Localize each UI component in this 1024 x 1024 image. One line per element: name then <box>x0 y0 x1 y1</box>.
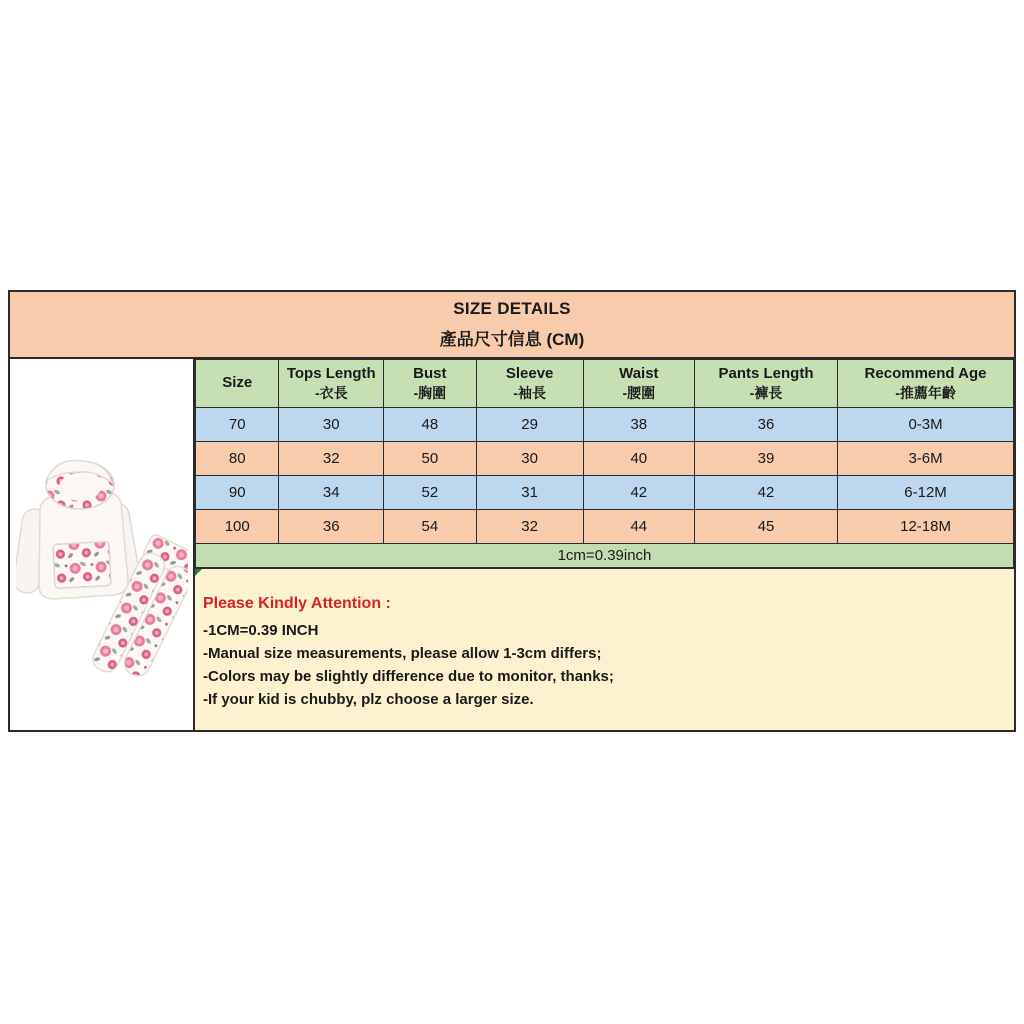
size-details-sheet <box>8 290 1016 732</box>
cell: 30 <box>279 408 384 442</box>
cell: 36 <box>279 510 384 544</box>
cell: 0-3M <box>838 408 1014 442</box>
size-row-90 <box>196 476 1014 510</box>
cell: 3-6M <box>838 442 1014 476</box>
table-area <box>195 359 1014 730</box>
cell: 44 <box>583 510 694 544</box>
cell: 12-18M <box>838 510 1014 544</box>
cell: 34 <box>279 476 384 510</box>
cell: 6-12M <box>838 476 1014 510</box>
page-subtitle: 產品尺寸信息 (CM) <box>439 330 585 349</box>
cell: 30 <box>476 442 583 476</box>
col-header-tops-length: Tops Length -衣長 <box>279 360 384 408</box>
baby-outfit-illustration <box>16 441 188 709</box>
attention-line: -Manual size measurements, please allow 1-3cm differs; <box>203 645 602 662</box>
col-header-recommend-age: Recommend Age -推薦年齡 <box>838 360 1014 408</box>
cell-corner-marker <box>195 569 202 576</box>
product-photo <box>10 359 195 730</box>
unit-note: 1cm=0.39inch <box>196 544 1014 568</box>
cell: 32 <box>476 510 583 544</box>
cell: 40 <box>583 442 694 476</box>
attention-heading: Please Kindly Attention : <box>203 595 391 612</box>
size-details-header <box>10 292 1014 359</box>
attention-line: -1CM=0.39 INCH <box>203 622 319 639</box>
cell: 90 <box>196 476 279 510</box>
col-header-bust: Bust -胸圍 <box>384 360 476 408</box>
cell: 50 <box>384 442 476 476</box>
cell: 42 <box>583 476 694 510</box>
cell: 45 <box>694 510 837 544</box>
attention-line: -Colors may be slightly difference due to monitor, thanks; <box>203 668 614 685</box>
attention-line: -If your kid is chubby, plz choose a larger size. <box>203 691 534 708</box>
cell: 39 <box>694 442 837 476</box>
cell: 29 <box>476 408 583 442</box>
size-row-70 <box>196 408 1014 442</box>
col-header-pants-length: Pants Length -褲長 <box>694 360 837 408</box>
col-header-sleeve: Sleeve -袖長 <box>476 360 583 408</box>
cell: 48 <box>384 408 476 442</box>
col-header-size: Size <box>196 360 279 408</box>
size-chart-table <box>195 359 1014 568</box>
size-row-80 <box>196 442 1014 476</box>
cell: 38 <box>583 408 694 442</box>
page-title: SIZE DETAILS <box>453 299 571 318</box>
col-header-waist: Waist -腰圍 <box>583 360 694 408</box>
cell: 31 <box>476 476 583 510</box>
cell: 80 <box>196 442 279 476</box>
cell: 36 <box>694 408 837 442</box>
cell: 100 <box>196 510 279 544</box>
hoodie-illustration <box>16 460 141 599</box>
content-row <box>10 359 1014 730</box>
cell: 42 <box>694 476 837 510</box>
cell: 52 <box>384 476 476 510</box>
table-header-row <box>196 360 1014 408</box>
cell: 70 <box>196 408 279 442</box>
cell: 54 <box>384 510 476 544</box>
unit-conversion-row <box>196 544 1014 568</box>
cell: 32 <box>279 442 384 476</box>
attention-note <box>195 568 1014 730</box>
size-row-100 <box>196 510 1014 544</box>
